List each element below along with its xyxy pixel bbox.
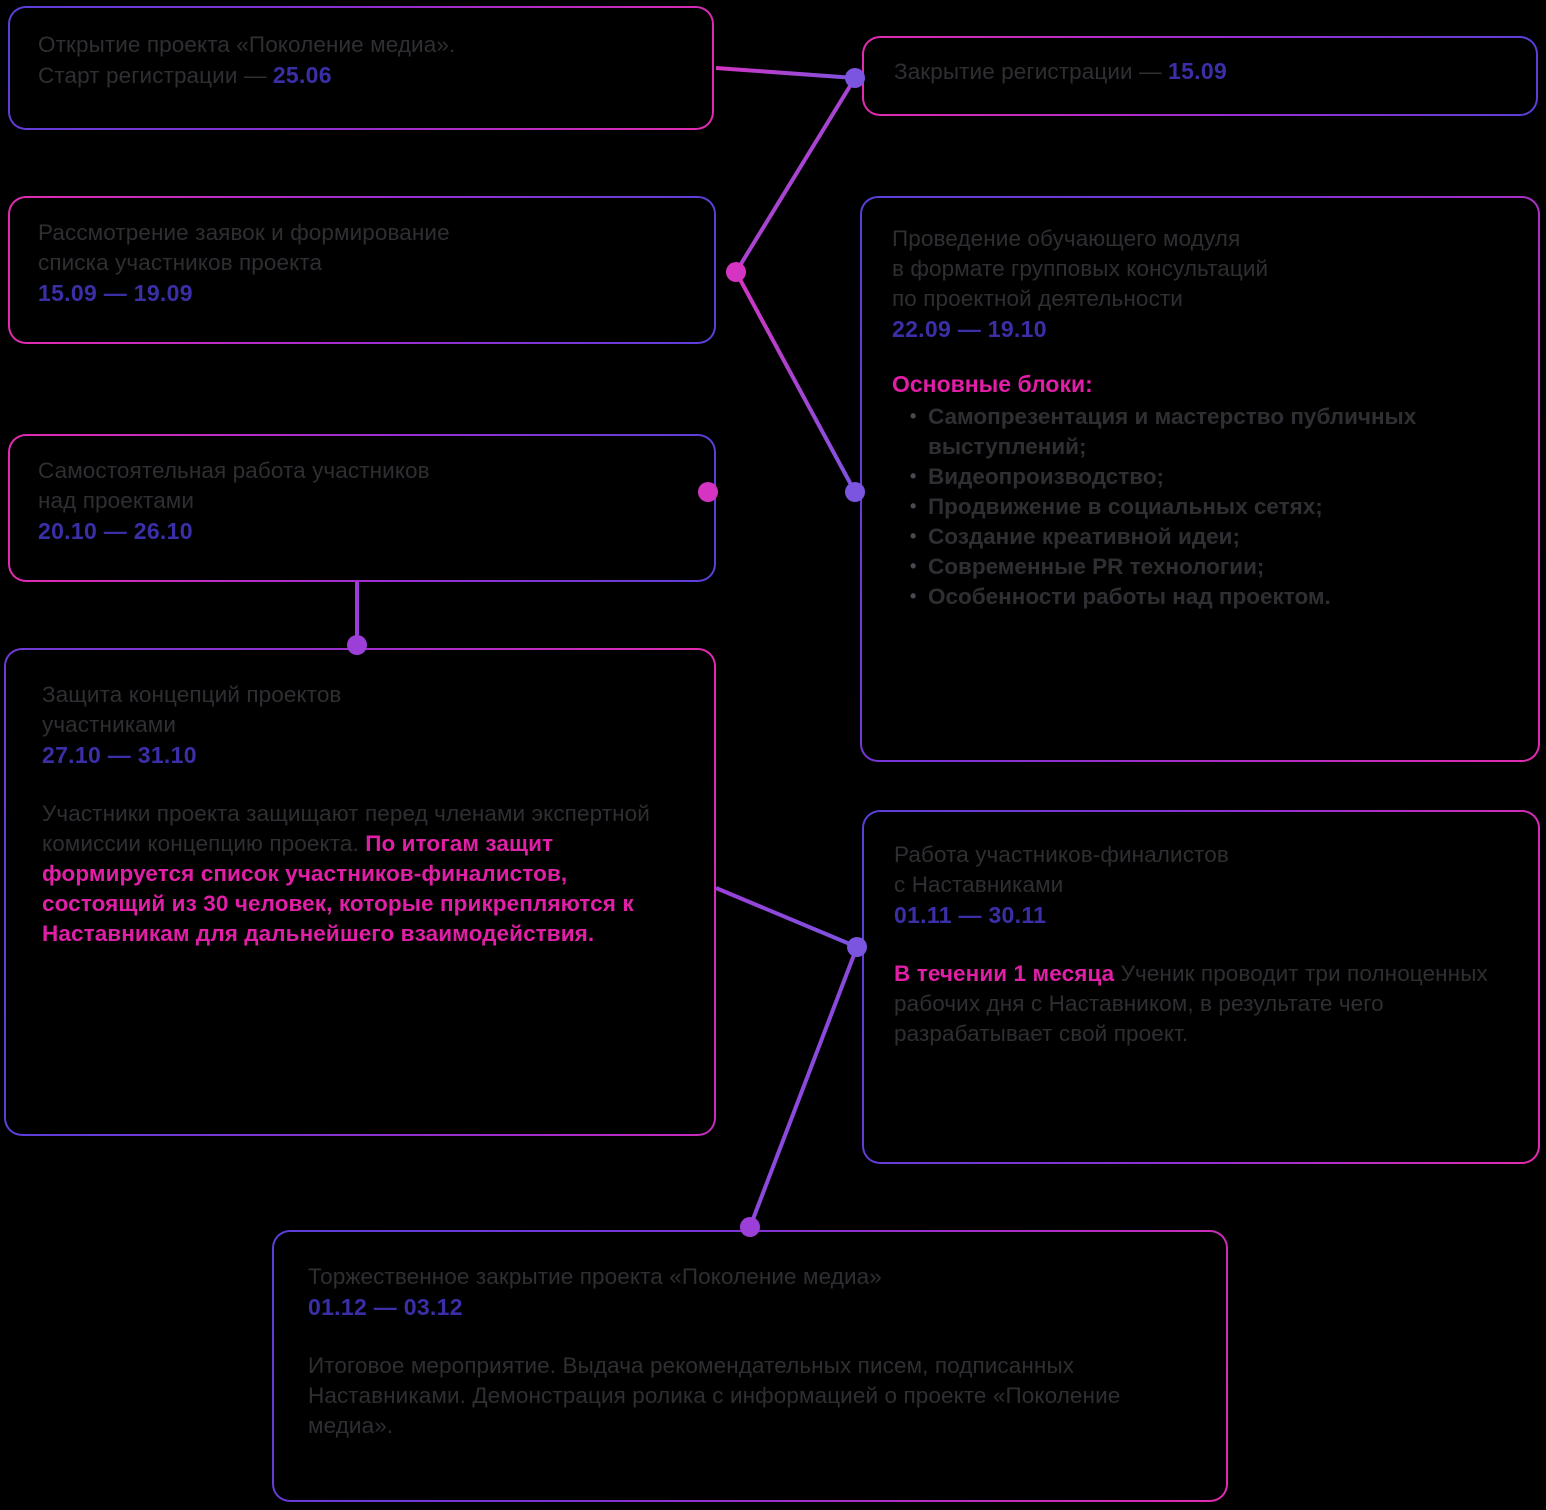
module-blocks-list xyxy=(892,402,1508,612)
final-paragraph: Итоговое мероприятие. Выдача рекомендательных писем, подписанных Наставниками. Демонстрация ролика с информацией о проекте «Поколение медиа». xyxy=(308,1353,1121,1438)
card-application-review[interactable] xyxy=(8,196,716,344)
card-project-closing[interactable] xyxy=(272,1230,1228,1502)
node-self-work xyxy=(698,482,718,502)
card-mentor-work[interactable] xyxy=(862,810,1540,1164)
close-registration-label: Закрытие регистрации — xyxy=(894,59,1168,84)
list-item: • Современные PR технологии; xyxy=(914,552,1508,582)
close-registration-date: 15.09 xyxy=(1167,58,1228,84)
list-item: • Особенности работы над проектом. xyxy=(914,582,1508,612)
mentors-line2: с Наставниками xyxy=(894,872,1064,897)
mentors-date: 01.11 — 30.11 xyxy=(894,902,1047,928)
node-mentors xyxy=(847,937,867,957)
module-date: 22.09 — 19.10 xyxy=(892,316,1047,342)
card-concept-defense[interactable] xyxy=(4,648,716,1136)
review-date: 15.09 — 19.09 xyxy=(38,280,193,306)
review-line1: Рассмотрение заявок и формирование xyxy=(38,220,450,245)
module-blocks-title: Основные блоки: xyxy=(892,371,1093,397)
final-date: 01.12 — 03.12 xyxy=(308,1294,463,1320)
node-module xyxy=(845,482,865,502)
module-line1: Проведение обучающего модуля xyxy=(892,226,1241,251)
mentors-paragraph-plain: Ученик проводит три полноценных рабочих дня с Наставником, в результате чего разрабатывает свой проект. xyxy=(894,961,1488,1046)
self-work-date: 20.10 — 26.10 xyxy=(38,518,193,544)
review-line2: списка участников проекта xyxy=(38,250,323,275)
card-registration-close[interactable] xyxy=(862,36,1538,116)
list-item: • Создание креативной идеи; xyxy=(914,522,1508,552)
card-project-opening[interactable] xyxy=(8,6,714,130)
self-work-line2: над проектами xyxy=(38,488,195,513)
final-line1: Торжественное закрытие проекта «Поколение медиа» xyxy=(308,1264,882,1289)
node-final xyxy=(740,1217,760,1237)
node-defense xyxy=(347,635,367,655)
defense-line1: Защита концепций проектов xyxy=(42,682,342,707)
list-item: • Продвижение в социальных сетях; xyxy=(914,492,1508,522)
node-close-registration xyxy=(845,68,865,88)
module-line3: по проектной деятельности xyxy=(892,286,1183,311)
list-item: • Самопрезентация и мастерство публичных выступлений; xyxy=(914,402,1508,462)
list-item: • Видеопроизводство; xyxy=(914,462,1508,492)
opening-date: 25.06 xyxy=(272,62,332,88)
node-review xyxy=(726,262,746,282)
card-independent-work[interactable] xyxy=(8,434,716,582)
mentors-paragraph-highlight: В течении 1 месяца xyxy=(894,961,1121,986)
mentors-line1: Работа участников-финалистов xyxy=(894,842,1229,867)
defense-line2: участниками xyxy=(42,712,177,737)
defense-paragraph-highlight: По итогам защит формируется список участников-финалистов, состоящий из 30 человек, которые прикрепляются к Наставникам для дальнейшего взаимодействия. xyxy=(42,831,634,946)
defense-paragraph-plain: Участники проекта защищают перед членами экспертной комиссии концепцию проекта. xyxy=(42,801,650,856)
module-line2: в формате групповых консультаций xyxy=(892,256,1269,281)
opening-line2: Старт регистрации — xyxy=(38,63,273,88)
self-work-line1: Самостоятельная работа участников xyxy=(38,458,430,483)
defense-date: 27.10 — 31.10 xyxy=(42,742,197,768)
opening-line1: Открытие проекта «Поколение медиа». xyxy=(38,32,456,57)
card-training-module[interactable] xyxy=(860,196,1540,762)
